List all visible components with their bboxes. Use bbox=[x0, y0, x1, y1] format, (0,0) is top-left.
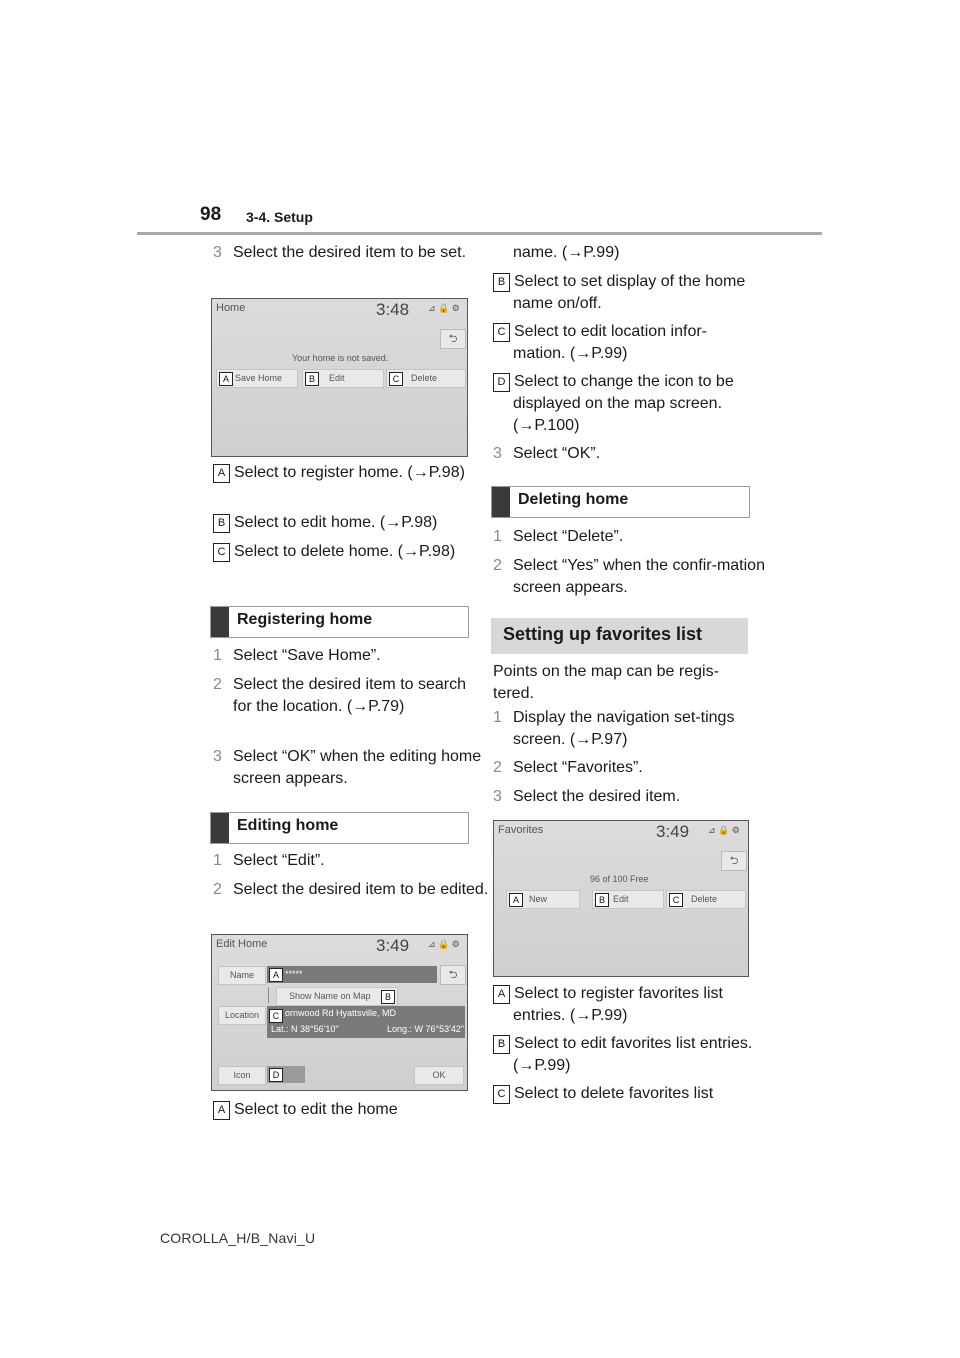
deleting-step-1: 1 Select “Delete”. bbox=[493, 528, 624, 545]
home-not-saved-message: Your home is not saved. bbox=[292, 353, 389, 363]
back-icon[interactable]: ⮌ bbox=[721, 851, 747, 871]
home-item-b: B Select to edit home. (→P.98) bbox=[213, 512, 491, 534]
favorites-step-3: 3 Select the desired item. bbox=[493, 788, 681, 805]
favorites-step-2: 2 Select “Favorites”. bbox=[493, 759, 643, 776]
screen-title: Edit Home bbox=[216, 938, 268, 950]
footer-model: COROLLA_H/B_Navi_U bbox=[160, 1230, 316, 1246]
ok-button[interactable]: OK bbox=[414, 1066, 464, 1085]
registering-home-heading: Registering home bbox=[210, 606, 469, 638]
registering-step-2: 2 Select the desired item to search for the location. (→P.79) bbox=[213, 676, 467, 715]
deleting-home-heading: Deleting home bbox=[491, 486, 750, 518]
favorites-screen-image bbox=[493, 820, 749, 977]
editing-home-heading: Editing home bbox=[210, 812, 469, 844]
edit-item-a: A Select to edit the home bbox=[213, 1099, 491, 1121]
status-icons: ⊿ 🔒 ⚙ bbox=[428, 303, 460, 313]
status-icons: ⊿ 🔒 ⚙ bbox=[428, 939, 460, 949]
icon-field[interactable]: D bbox=[267, 1066, 305, 1083]
registering-step-1: 1 Select “Save Home”. bbox=[213, 647, 381, 664]
favorites-step-1: 1 Display the navigation set-tings screen. (→P.97) bbox=[493, 709, 735, 748]
favorites-intro: Points on the map can be regis-tered. bbox=[493, 663, 719, 702]
edit-home-screen-image bbox=[211, 934, 468, 1091]
deleting-step-2: 2 Select “Yes” when the confir-mation screen appears. bbox=[493, 557, 765, 596]
fav-item-a: A Select to register favorites list entries. (→P.99) bbox=[493, 983, 768, 1027]
header-rule bbox=[137, 232, 822, 235]
screen-clock: 3:49 bbox=[656, 822, 690, 841]
icon-label: Icon bbox=[218, 1066, 266, 1085]
screen-clock: 3:49 bbox=[376, 936, 410, 955]
save-home-button[interactable]: A Save Home bbox=[216, 369, 298, 388]
screen-title: Favorites bbox=[498, 824, 544, 836]
screen-title: Home bbox=[216, 302, 246, 314]
home-item-c: C Select to delete home. (→P.98) bbox=[213, 541, 483, 563]
editing-step-2: 2 Select the desired item to be edited. bbox=[213, 881, 489, 898]
free-count: 96 of 100 Free bbox=[590, 874, 649, 884]
back-icon[interactable]: ⮌ bbox=[440, 965, 466, 985]
edit-item-d: D Select to change the icon to be displayed on the map screen. (→P.100) bbox=[493, 371, 758, 437]
location-label: Location bbox=[218, 1006, 266, 1025]
name-label: Name bbox=[218, 966, 266, 985]
edit-item-c: C Select to edit location infor-mation. (→P.99) bbox=[493, 321, 758, 365]
edit-button[interactable]: B Edit bbox=[592, 890, 664, 909]
fav-item-b: B Select to edit favorites list entries. (→P.99) bbox=[493, 1033, 768, 1077]
show-name-toggle[interactable]: Show Name on Map B bbox=[276, 987, 398, 1006]
favorites-heading: Setting up favorites list bbox=[491, 618, 748, 654]
editing-step-1: 1 Select “Edit”. bbox=[213, 852, 325, 869]
section-title: 3-4. Setup bbox=[246, 209, 313, 225]
screen-clock: 3:48 bbox=[376, 300, 410, 319]
delete-button[interactable]: C Delete bbox=[666, 890, 746, 909]
name-field[interactable]: A ***** bbox=[267, 966, 437, 983]
location-field[interactable]: C ornwood Rd Hyattsville, MD Lat.: N 38°56'10" Long.: W 76°53'42" bbox=[267, 1006, 465, 1038]
home-item-a: A Select to register home. (→P.98) bbox=[213, 462, 483, 484]
back-icon[interactable]: ⮌ bbox=[440, 329, 466, 349]
home-screen-image bbox=[211, 298, 468, 457]
page-number: 98 bbox=[200, 204, 222, 225]
step-select-ok: 3 Select “OK”. bbox=[493, 445, 601, 462]
edit-button[interactable]: B Edit bbox=[302, 369, 384, 388]
fav-item-c: C Select to delete favorites list bbox=[493, 1083, 768, 1105]
edit-item-a-continued: name. (→P.99) bbox=[513, 244, 620, 261]
edit-item-b: B Select to set display of the home name on/off. bbox=[493, 271, 758, 315]
new-button[interactable]: A New bbox=[506, 890, 580, 909]
delete-button[interactable]: C Delete bbox=[386, 369, 466, 388]
step-select-item: 3 Select the desired item to be set. bbox=[213, 244, 467, 261]
registering-step-3: 3 Select “OK” when the editing home screen appears. bbox=[213, 748, 482, 787]
status-icons: ⊿ 🔒 ⚙ bbox=[708, 825, 740, 835]
